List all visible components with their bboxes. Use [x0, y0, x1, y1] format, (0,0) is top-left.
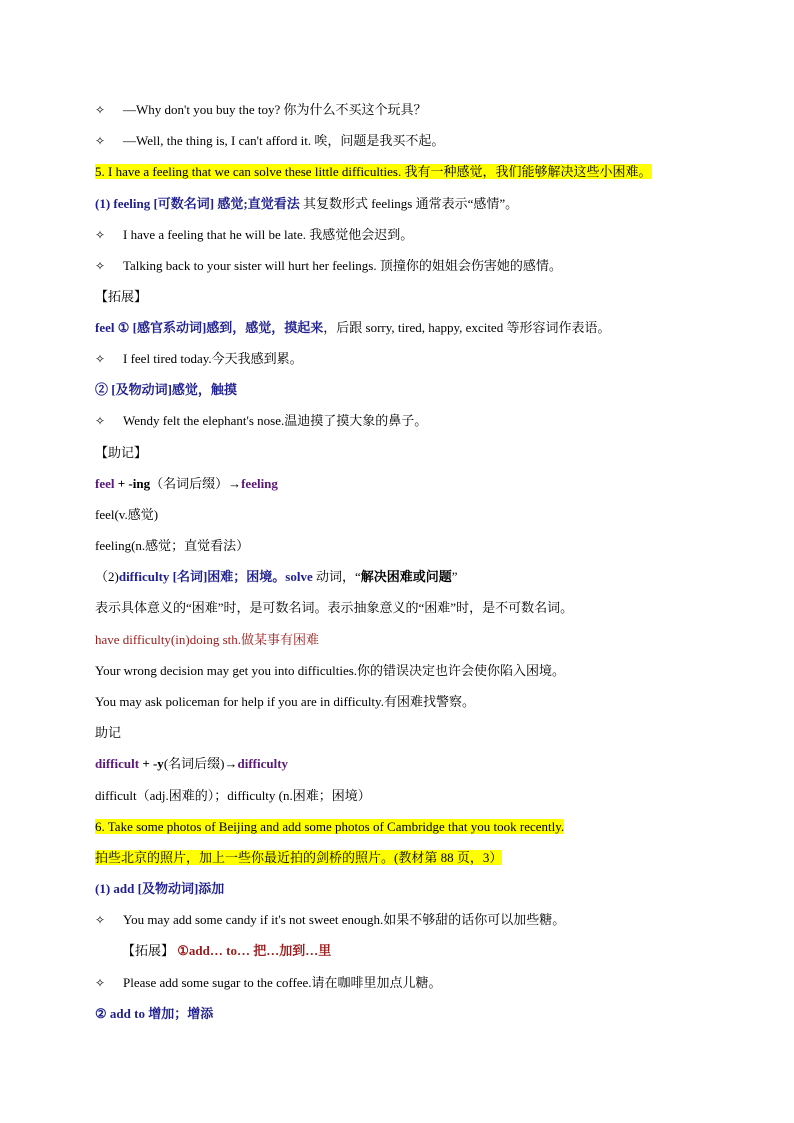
word-note: difficult（adj.困难的）；difficulty (n.困难；困境） — [95, 788, 371, 803]
example-sentence: ✧ I feel tired today.今天我感到累。 — [95, 349, 303, 369]
example-sentence: You may ask policeman for help if you are in difficulty.有困难找警察。 — [95, 694, 475, 709]
bullet-icon: ✧ — [95, 414, 106, 428]
feel-definition-1: feel ① [感官系动词]感到，感觉，摸起来，后跟 sorry, tired, happy, excited 等形容词作表语。 — [95, 320, 611, 335]
difficulty-word-formation: difficult + -y(名词后缀)→difficulty — [95, 756, 289, 771]
dialogue-line-1: ✧ —Why don't you buy the toy? 你为什么不买这个玩具？ — [95, 100, 427, 120]
bullet-icon: ✧ — [95, 134, 106, 148]
expansion-heading: 【拓展】 — [95, 289, 148, 304]
mnemonic-heading: 助记 — [95, 725, 122, 740]
example-sentence: Your wrong decision may get you into difficulties.你的错误决定也许会使你陷入困境。 — [95, 663, 566, 678]
sentence-6: 6. Take some photos of Beijing and add some photos of Cambridge that you took recently. — [95, 819, 565, 834]
bullet-icon: ✧ — [95, 913, 106, 927]
feel-definition-2: ② [及物动词]感觉，触摸 — [95, 382, 237, 397]
example-sentence: ✧ Talking back to your sister will hurt her feelings. 顶撞你的姐姐会伤害她的感情。 — [95, 256, 562, 276]
phrase-note: have difficulty(in)doing sth.做某事有困难 — [95, 632, 319, 647]
example-sentence: ✧ Please add some sugar to the coffee.请在咖啡里加点儿糖。 — [95, 973, 442, 993]
feeling-definition: (1) feeling [可数名词] 感觉;直觉看法 其复数形式 feelings 通常表示“感情”。 — [95, 196, 519, 211]
add-to-definition: ② add to 增加；增添 — [95, 1006, 214, 1021]
word-note: feel(v.感觉) — [95, 507, 159, 522]
usage-note: 表示具体意义的“困难”时，是可数名词。表示抽象意义的“困难”时，是不可数名词。 — [95, 600, 574, 615]
feeling-word-formation: feel + -ing（名词后缀）→feeling — [95, 476, 278, 491]
dialogue-line-2: ✧ —Well, the thing is, I can't afford it. 唉，问题是我买不起。 — [95, 131, 444, 151]
bullet-icon: ✧ — [95, 228, 106, 242]
example-sentence: ✧ I have a feeling that he will be late. 我感觉他会迟到。 — [95, 225, 413, 245]
sentence-6-translation: 拍些北京的照片，加上一些你最近拍的剑桥的照片。(教材第 88 页，3） — [95, 850, 503, 865]
bullet-icon: ✧ — [95, 976, 106, 990]
example-sentence: ✧ You may add some candy if it's not sweet enough.如果不够甜的话你可以加些糖。 — [95, 910, 565, 930]
sentence-5: 5. I have a feeling that we can solve these little difficulties. 我有一种感觉，我们能够解决这些小困难。 — [95, 164, 652, 179]
bullet-icon: ✧ — [95, 103, 106, 117]
word-note: feeling(n.感觉；直觉看法） — [95, 538, 250, 553]
difficulty-definition: （2)difficulty [名词]困难；困境。solve 动词，“解决困难或问题” — [95, 569, 458, 584]
add-expansion: 【拓展】 ①add… to… 把…加到…里 — [122, 943, 332, 958]
mnemonic-heading: 【助记】 — [95, 445, 148, 460]
add-definition: (1) add [及物动词]添加 — [95, 881, 225, 896]
bullet-icon: ✧ — [95, 259, 106, 273]
bullet-icon: ✧ — [95, 352, 106, 366]
example-sentence: ✧ Wendy felt the elephant's nose.温迪摸了摸大象的鼻子。 — [95, 411, 427, 431]
